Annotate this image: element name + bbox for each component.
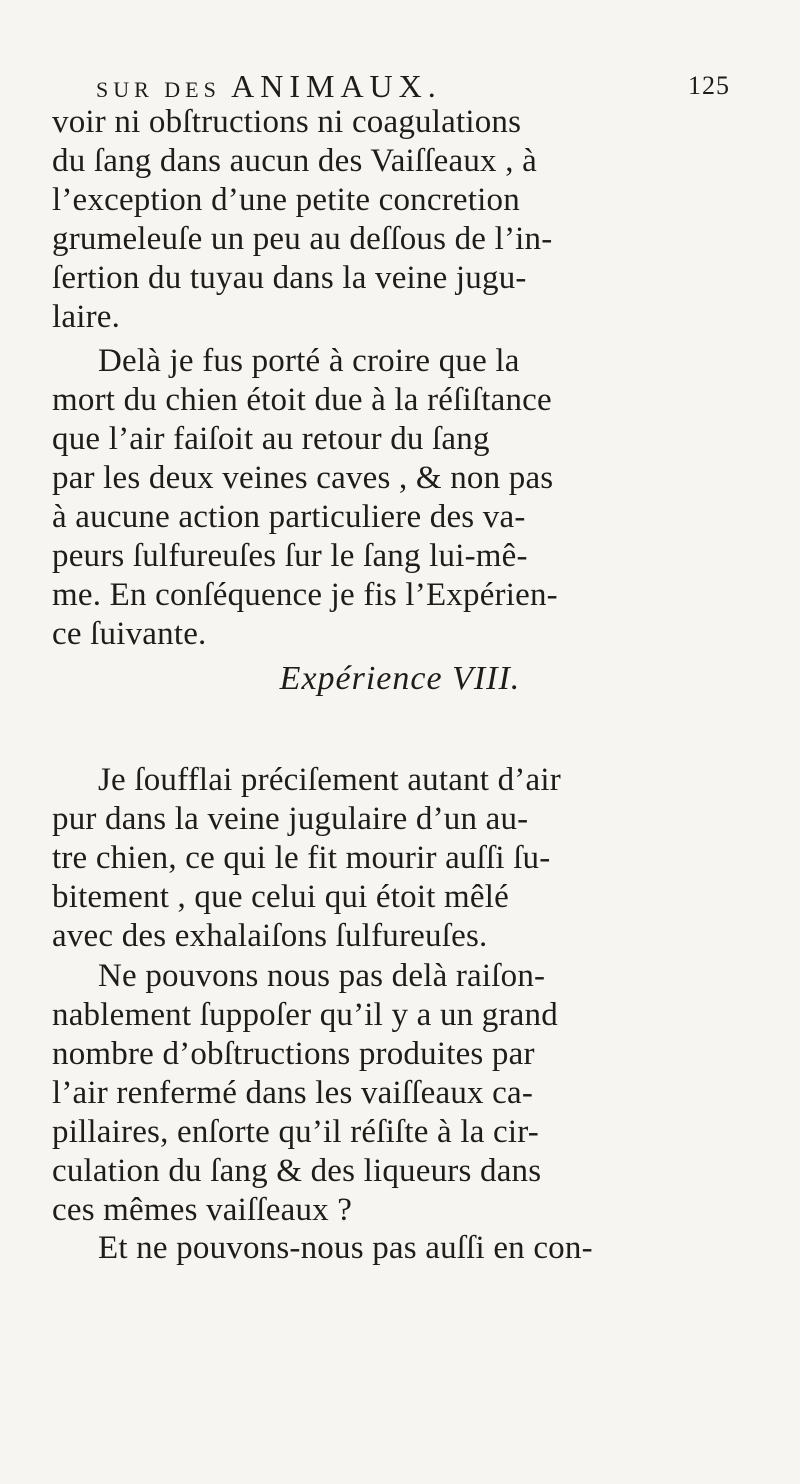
text-line: ſertion du tuyau dans la veine jugu- — [52, 260, 527, 296]
page-number: 125 — [688, 71, 730, 100]
text-line: bitement , que celui qui étoit mêlé — [52, 879, 509, 915]
text-line: pillaires, enſorte qu’il réſiſte à la cir- — [52, 1114, 539, 1150]
section-heading: Expérience VIII. — [279, 660, 521, 697]
text-line: que l’air faiſoit au retour du ſang — [52, 421, 490, 457]
text-line: par les deux veines caves , & non pas — [52, 460, 554, 496]
text-line: avec des exhalaiſons ſulfureuſes. — [52, 918, 488, 954]
text-line: Ne pouvons nous pas delà raiſon- — [98, 958, 546, 994]
text-line: tre chien, ce qui le fit mourir auſſi ſu- — [52, 840, 551, 876]
text-line: l’exception d’une petite concretion — [52, 182, 520, 218]
text-line: Je ſoufflai préciſement autant d’air — [98, 762, 561, 798]
text-line: mort du chien étoit due à la réſiſtance — [52, 382, 552, 418]
header-prefix: SUR DES — [96, 77, 221, 102]
running-header — [96, 66, 730, 106]
text-line: laire. — [52, 299, 121, 335]
text-line: ces mêmes vaiſſeaux ? — [52, 1192, 353, 1228]
text-line: l’air renfermé dans les vaiſſeaux ca- — [52, 1075, 534, 1111]
text-line: peurs ſulfureuſes ſur le ſang lui-mê- — [52, 538, 528, 574]
text-line: ce ſuivante. — [52, 616, 207, 652]
text-line: pur dans la veine jugulaire d’un au- — [52, 801, 529, 837]
text-line: Et ne pouvons-nous pas auſſi en con- — [98, 1230, 593, 1266]
text-line: nombre d’obſtructions produites par — [52, 1036, 535, 1072]
text-line: du ſang dans aucun des Vaiſſeaux , à — [52, 143, 537, 179]
text-line: grumeleuſe un peu au deſſous de l’in- — [52, 221, 553, 257]
text-line: voir ni obſtructions ni coagulations — [52, 104, 522, 140]
text-line: nablement ſuppoſer qu’il y a un grand — [52, 997, 558, 1033]
text-line: Delà je fus porté à croire que la — [98, 343, 520, 379]
text-line: à aucune action particuliere des va- — [52, 499, 526, 535]
header-title: ANIMAUX. — [231, 68, 442, 104]
text-line: culation du ſang & des liqueurs dans — [52, 1153, 542, 1189]
text-line: me. En conſéquence je fis l’Expérien- — [52, 577, 558, 613]
